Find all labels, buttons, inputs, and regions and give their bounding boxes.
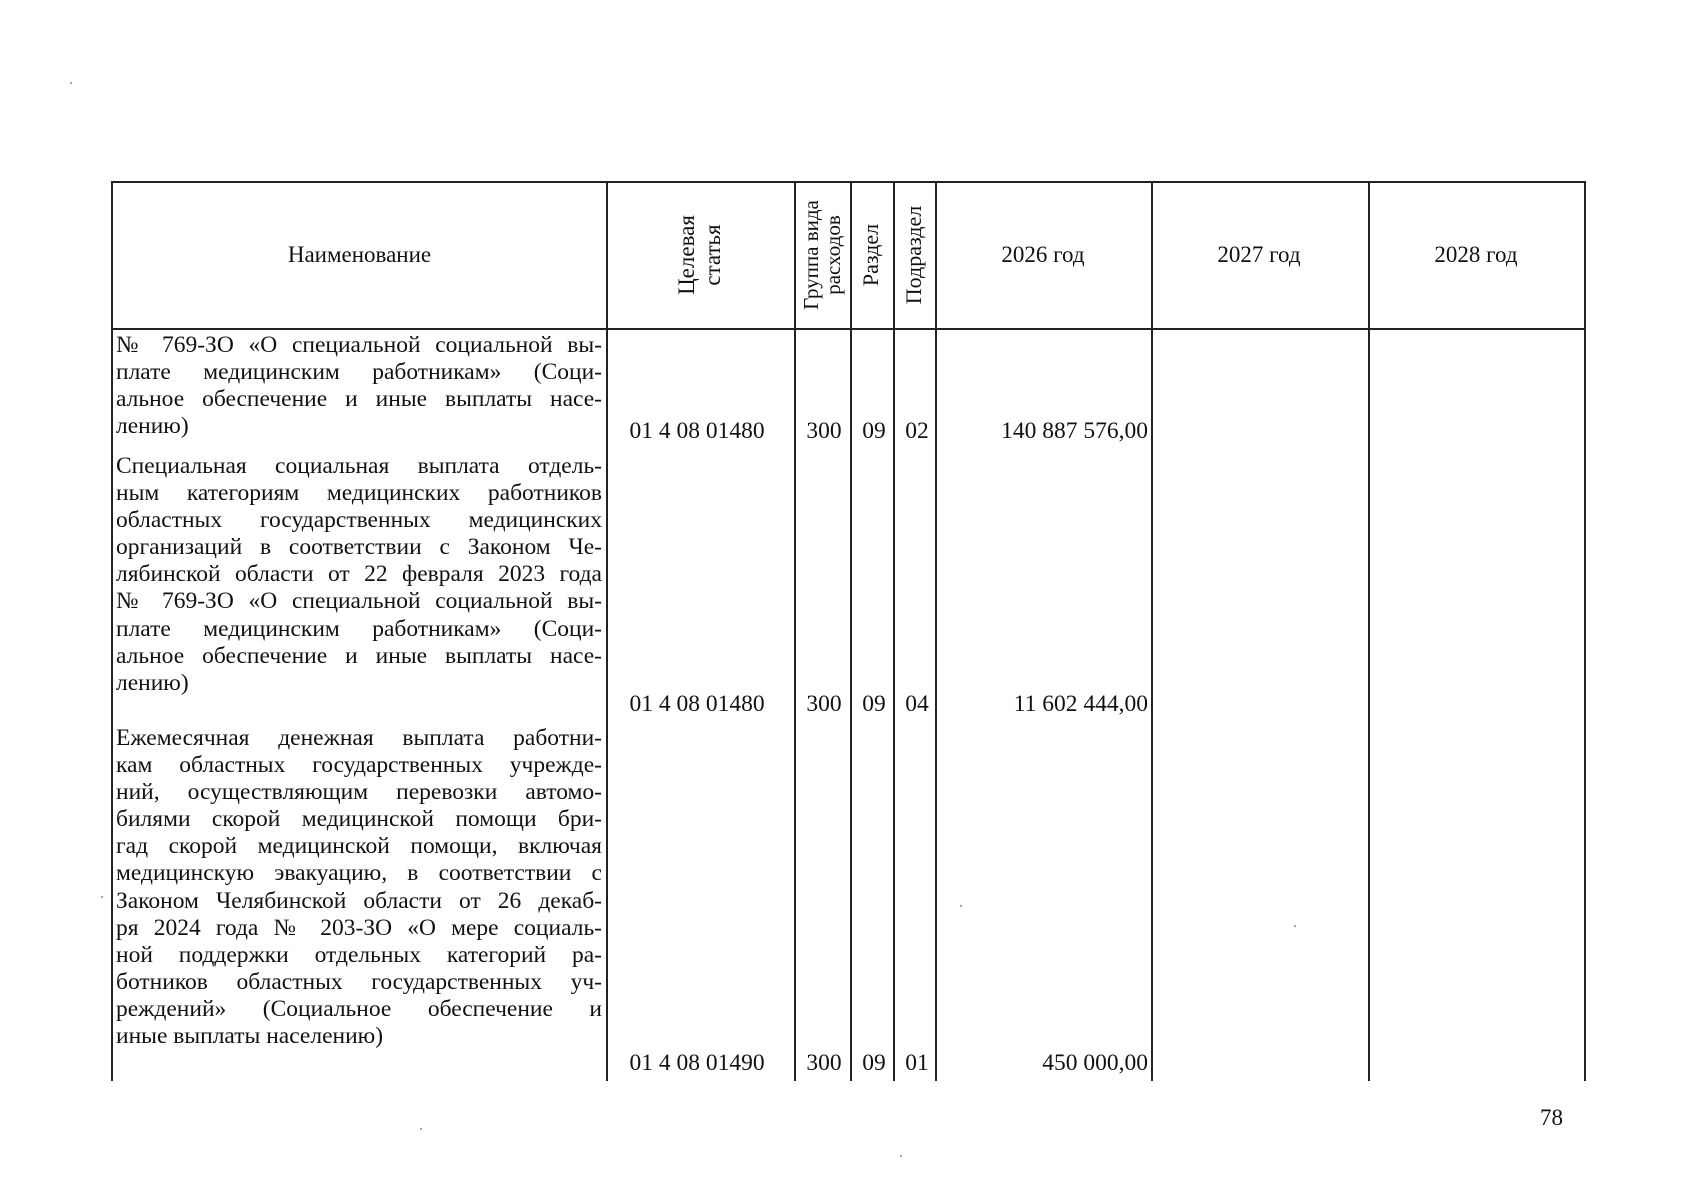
row-3-line: иные выплаты населению) bbox=[116, 1023, 384, 1050]
scan-speck bbox=[70, 82, 72, 84]
scan-speck bbox=[960, 905, 962, 907]
row-2-line: плате медицинским работникам» (Соци- bbox=[116, 615, 602, 642]
header-year-2027: 2027 год bbox=[1217, 242, 1301, 267]
header-target-article-line-2: статья bbox=[699, 223, 725, 286]
row-3-line: медицинскую эвакуацию, в соответствии с bbox=[116, 860, 602, 887]
row-1-description bbox=[116, 332, 602, 440]
row-1-line: плате медицинским работникам» (Соци- bbox=[116, 359, 602, 386]
row-3-line: кам областных государственных учрежде- bbox=[116, 752, 602, 779]
row-3-code: 01 4 08 01490 bbox=[629, 1050, 765, 1076]
header-target-article-line-1: Целевая bbox=[673, 214, 699, 295]
header-year-2026: 2026 год bbox=[1001, 242, 1085, 267]
row-3-group: 300 bbox=[806, 1050, 842, 1076]
header-target-article-cell bbox=[606, 181, 794, 328]
col-border-right bbox=[1584, 181, 1586, 1081]
col-border-2026 bbox=[1151, 181, 1153, 1081]
header-subsection: Подраздел bbox=[901, 205, 927, 304]
header-bottom-border bbox=[111, 328, 1586, 330]
row-1-line: альное обеспечение и иные выплаты насе- bbox=[116, 386, 602, 413]
row-1-group: 300 bbox=[806, 418, 842, 444]
header-section-cell bbox=[850, 181, 893, 328]
row-1-subsection: 02 bbox=[905, 418, 929, 444]
header-name: Наименование bbox=[287, 242, 432, 267]
row-3-line: билями скорой медицинской помощи бри- bbox=[116, 806, 602, 833]
row-2-group: 300 bbox=[806, 691, 842, 717]
row-2-line: № 769-ЗО «О специальной социальной вы- bbox=[116, 588, 602, 615]
header-expense-group-cell bbox=[794, 181, 850, 328]
row-3-line: ной поддержки отдельных категорий ра- bbox=[116, 941, 602, 968]
row-3-line: ботников областных государственных уч- bbox=[116, 968, 602, 995]
row-1-line: № 769-ЗО «О специальной социальной вы- bbox=[116, 332, 602, 358]
header-expense-group-line-2: расходов bbox=[821, 214, 845, 295]
row-2-amount-2026: 11 602 444,00 bbox=[1013, 691, 1148, 717]
col-border-subsection bbox=[935, 181, 937, 1081]
row-2-line: Специальная социальная выплата отдель- bbox=[116, 453, 602, 479]
scan-speck bbox=[900, 1155, 902, 1157]
page-number: 78 bbox=[1540, 1105, 1563, 1130]
row-2-description bbox=[116, 453, 602, 697]
row-3-line: Законом Челябинской области от 26 декаб- bbox=[116, 887, 602, 914]
row-1-amount-2026: 140 887 576,00 bbox=[1001, 418, 1148, 444]
header-subsection-cell bbox=[893, 181, 935, 328]
row-2-line: организаций в соответствии с Законом Че- bbox=[116, 534, 602, 561]
scan-speck bbox=[420, 1128, 422, 1130]
row-2-line: областных государственных медицинских bbox=[116, 507, 602, 534]
row-2-subsection: 04 bbox=[905, 691, 929, 717]
row-2-section: 09 bbox=[862, 691, 886, 717]
row-1-line: лению) bbox=[116, 413, 189, 440]
row-2-line: лябинской области от 22 февраля 2023 года bbox=[116, 561, 602, 588]
scan-speck bbox=[1294, 925, 1296, 927]
header-expense-group-line-1: Группа вида bbox=[799, 199, 823, 310]
header-year-2028: 2028 год bbox=[1434, 242, 1518, 267]
row-2-code: 01 4 08 01480 bbox=[629, 691, 765, 717]
row-3-line: ний, осуществляющим перевозки автомо- bbox=[116, 779, 602, 806]
row-1-code: 01 4 08 01480 bbox=[629, 418, 765, 444]
row-3-section: 09 bbox=[862, 1050, 886, 1076]
header-target-article bbox=[674, 215, 726, 295]
row-1-section: 09 bbox=[862, 418, 886, 444]
col-border-2027 bbox=[1368, 181, 1370, 1081]
row-3-description bbox=[116, 725, 602, 1050]
header-section: Раздел bbox=[858, 223, 884, 286]
row-2-line: ным категориям медицинских работников bbox=[116, 480, 602, 507]
col-border-left bbox=[111, 181, 113, 1081]
scan-speck bbox=[101, 896, 103, 898]
row-3-amount-2026: 450 000,00 bbox=[1042, 1050, 1148, 1076]
row-3-line: ря 2024 года № 203-ЗО «О мере социаль- bbox=[116, 914, 602, 941]
row-2-line: альное обеспечение и иные выплаты насе- bbox=[116, 642, 602, 669]
row-3-line: реждений» (Социальное обеспечение и bbox=[116, 995, 602, 1022]
row-2-line: лению) bbox=[116, 669, 189, 696]
header-expense-group bbox=[800, 200, 844, 310]
row-3-subsection: 01 bbox=[905, 1050, 929, 1076]
row-3-line: Ежемесячная денежная выплата работни- bbox=[116, 725, 602, 751]
row-3-line: гад скорой медицинской помощи, включая bbox=[116, 833, 602, 860]
